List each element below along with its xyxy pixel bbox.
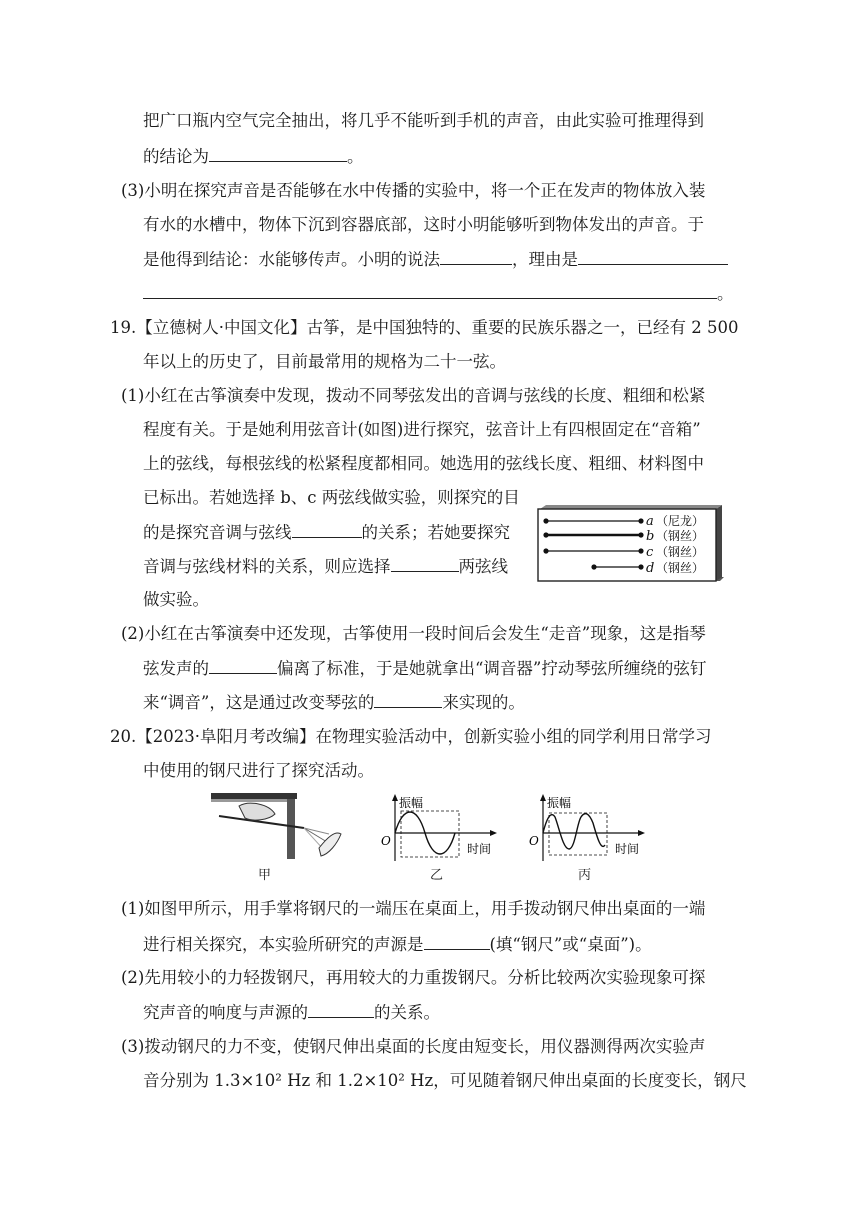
axis-origin-label: O — [529, 834, 539, 848]
q20-stem-line2: 中使用的钢尺进行了探究活动。 — [143, 761, 374, 780]
answer-blank[interactable] — [308, 1001, 374, 1018]
answer-blank[interactable] — [374, 691, 442, 708]
q20-part1-line1: (1)如图甲所示，用手掌将钢尺的一端压在桌面上，用手拨动钢尺伸出桌面的一端 — [121, 899, 706, 918]
answer-blank[interactable] — [292, 521, 362, 538]
q18-part3-line3: 是他得到结论：水能够传声。小明的说法 ，理由是 — [143, 248, 728, 271]
string-a-label: （尼龙） — [656, 514, 705, 528]
figure-bing-waveform — [523, 793, 648, 863]
axis-x-label: 时间 — [615, 842, 640, 856]
answer-blank[interactable] — [209, 145, 347, 162]
q18-part3-line2: 有水的水槽中，物体下沉到容器底部，这时小明能够听到物体发出的声音。于 — [143, 215, 704, 234]
figure-bing-caption: 丙 — [578, 868, 592, 883]
answer-blank[interactable] — [209, 657, 277, 674]
string-b-label: （钢丝） — [656, 529, 705, 543]
q20-part1-line2: 进行相关探究，本实验所研究的声源是 (填“钢尺”或“桌面”)。 — [143, 935, 652, 954]
string-a-letter: a — [646, 514, 654, 529]
axis-y-label: 振幅 — [399, 796, 424, 810]
q19-stem-line1: 19.【立德树人·中国文化】古筝，是中国独特的、重要的民族乐器之一，已经有 2 500 — [110, 318, 739, 337]
q18-part3-line4: 。 — [143, 282, 734, 305]
string-meter-figure — [536, 503, 726, 583]
q19-part1-line5: 的是探究音调与弦线 的关系；若她要探究 — [143, 523, 510, 542]
q20-part2-line1: (2)先用较小的力轻拨钢尺，再用较大的力重拨钢尺。分析比较两次实验现象可探 — [121, 968, 706, 987]
q20-part3-line1: (3)拨动钢尺的力不变，使钢尺伸出桌面的长度由短变长，用仪器测得两次实验声 — [121, 1037, 706, 1056]
q19-part1-line6: 音调与弦线材料的关系，则应选择 两弦线 — [143, 557, 508, 576]
answer-blank[interactable] — [578, 248, 728, 265]
figure-jia-ruler-on-table — [209, 790, 349, 862]
figure-yi-caption: 乙 — [430, 868, 444, 883]
string-b-letter: b — [646, 529, 655, 544]
string-c-letter: c — [646, 545, 654, 560]
answer-blank[interactable] — [440, 248, 512, 265]
figure-jia-caption: 甲 — [258, 868, 272, 883]
q19-part1-line2: 程度有关。于是她利用弦音计(如图)进行探究，弦音计上有四根固定在“音箱” — [143, 420, 701, 439]
answer-blank[interactable] — [391, 555, 459, 572]
q18-continuation-line1: 把广口瓶内空气完全抽出，将几乎不能听到手机的声音，由此实验可推理得到 — [143, 111, 704, 130]
string-c-label: （钢丝） — [656, 545, 705, 559]
string-d-letter: d — [646, 561, 655, 576]
q19-stem-line2: 年以上的历史了，目前最常用的规格为二十一弦。 — [143, 352, 506, 371]
q18-part3-line1: (3)小明在探究声音是否能够在水中传播的实验中，将一个正在发声的物体放入装 — [121, 181, 706, 200]
axis-x-label: 时间 — [467, 842, 492, 856]
axis-y-label: 振幅 — [547, 796, 572, 810]
answer-blank[interactable] — [143, 282, 717, 299]
answer-blank[interactable] — [424, 933, 490, 950]
q20-part3-line2: 音分别为 1.3×10² Hz 和 1.2×10² Hz，可见随着钢尺伸出桌面的长度变长，钢尺 — [143, 1071, 747, 1090]
q19-part2-line1: (2)小红在古筝演奏中还发现，古筝使用一段时间后会发生“走音”现象，这是指琴 — [121, 624, 706, 643]
q20-stem-line1: 20.【2023·阜阳月考改编】在物理实验活动中，创新实验小组的同学利用日常学习 — [110, 727, 712, 746]
figure-yi-waveform — [375, 793, 500, 863]
q19-part1-line7: 做实验。 — [143, 590, 209, 609]
q19-part2-line3: 来“调音”，这是通过改变琴弦的 来实现的。 — [143, 693, 525, 712]
q19-part2-line2: 弦发声的 偏离了标准，于是她就拿出“调音器”拧动琴弦所缠绕的弦钉 — [143, 659, 707, 678]
q18-continuation-line2: 的结论为 。 — [143, 147, 364, 166]
axis-origin-label: O — [381, 834, 391, 848]
q19-part1-line4: 已标出。若她选择 b、c 两弦线做实验，则探究的目 — [143, 488, 520, 507]
q20-part2-line2: 究声音的响度与声源的 的关系。 — [143, 1003, 440, 1022]
q19-part1-line3: 上的弦线，每根弦线的松紧程度都相同。她选用的弦线长度、粗细、材料图中 — [143, 454, 704, 473]
q19-part1-line1: (1)小红在古筝演奏中发现，拨动不同琴弦发出的音调与弦线的长度、粗细和松紧 — [121, 386, 706, 405]
string-d-label: （钢丝） — [656, 561, 705, 575]
